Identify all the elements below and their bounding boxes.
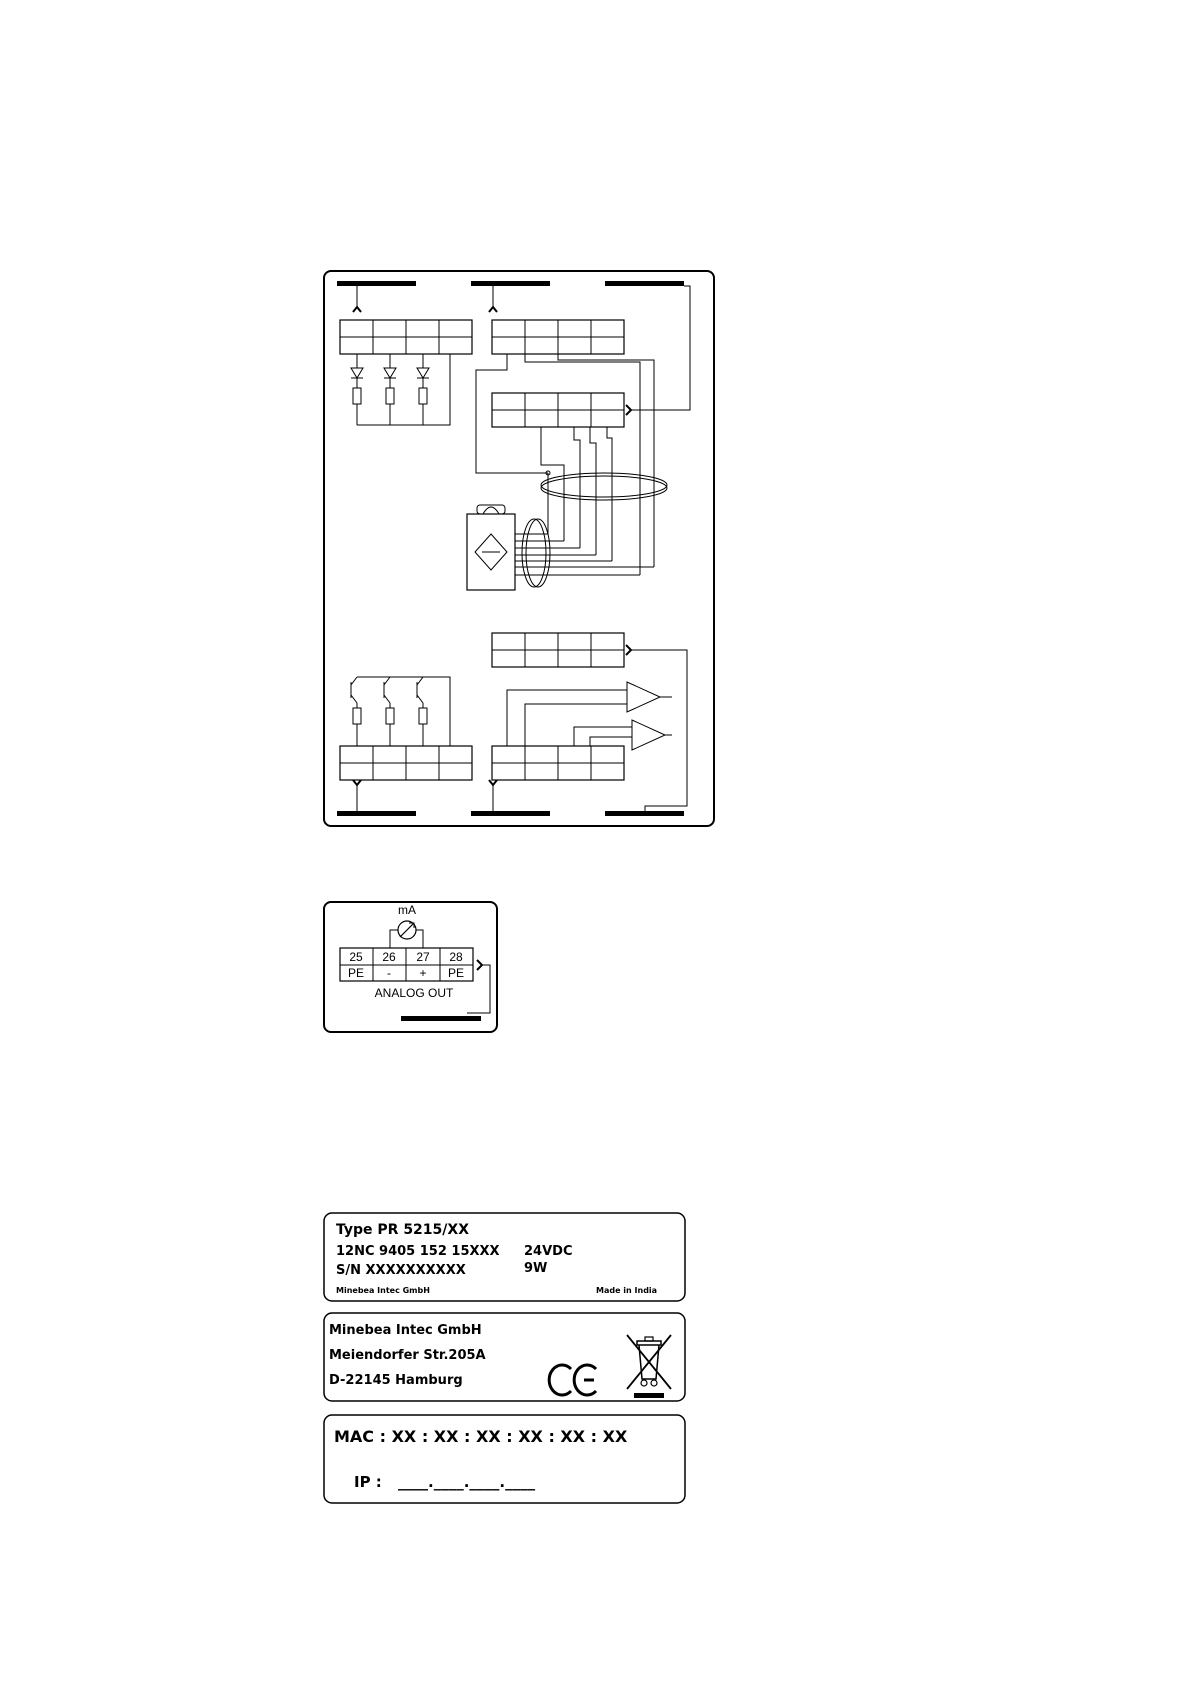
connector-caret <box>626 645 631 655</box>
terminal-signal: - <box>387 966 391 980</box>
power-rating: 9W <box>524 1261 548 1276</box>
terminal-block-load-cell <box>492 393 624 427</box>
terminal-block-digital-in <box>340 320 472 354</box>
analog-out-caption: ANALOG OUT <box>374 986 454 1000</box>
street-address: Meiendorfer Str.205A <box>329 1348 486 1363</box>
terminal-number: 25 <box>349 950 363 964</box>
address-plate <box>324 1313 685 1401</box>
type-plate <box>324 1213 685 1301</box>
connector-caret <box>353 780 361 785</box>
city-address: D-22145 Hamburg <box>329 1373 463 1388</box>
cable-bar <box>471 281 550 286</box>
terminal-block-analog <box>492 633 624 667</box>
connector-caret <box>626 405 631 415</box>
cable-bar <box>337 281 416 286</box>
cable-bar <box>337 811 416 816</box>
load-cell-wiring <box>467 354 667 590</box>
terminal-number: 26 <box>382 950 396 964</box>
connector-caret <box>489 780 497 785</box>
terminal-block-aux <box>492 320 624 354</box>
connection-diagram <box>324 271 714 826</box>
digital-input-circuit <box>351 354 450 425</box>
cable-bar <box>605 281 684 286</box>
connector-caret <box>489 307 497 312</box>
terminal-signal: PE <box>447 966 465 980</box>
analog-out-diagram <box>324 902 497 1032</box>
terminal-block-digital-out <box>340 746 472 780</box>
terminal-signal: + <box>419 966 427 980</box>
serial-number: S/N XXXXXXXXXX <box>336 1263 466 1278</box>
connector-caret <box>353 307 361 312</box>
crossed-out-wheelie-bin-icon <box>627 1335 671 1398</box>
terminal-signal: PE <box>347 966 365 980</box>
cable-bar <box>471 811 550 816</box>
network-plate <box>324 1415 685 1503</box>
ip-label: IP : <box>354 1473 382 1491</box>
country-of-origin: Made in India <box>596 1286 658 1295</box>
voltage-rating: 24VDC <box>524 1244 573 1259</box>
nc-number: 12NC 9405 152 15XXX <box>336 1244 500 1259</box>
company-name: Minebea Intec GmbH <box>329 1323 482 1338</box>
connector-caret <box>477 960 482 970</box>
ce-mark-icon <box>549 1365 596 1395</box>
cable-bar <box>401 1016 481 1021</box>
ip-address-field: ____.____.____.____ <box>398 1473 536 1491</box>
terminal-number: 27 <box>416 950 430 964</box>
digital-output-circuit <box>351 677 450 746</box>
terminal-number: 28 <box>449 950 463 964</box>
terminal-block-serial <box>492 746 624 780</box>
manufacturer-name: Minebea Intec GmbH <box>336 1286 430 1295</box>
mac-address: MAC : XX : XX : XX : XX : XX : XX <box>334 1427 628 1446</box>
analog-amplifier-circuit <box>507 682 672 750</box>
meter-unit-label: mA <box>398 903 416 917</box>
type-line: Type PR 5215/XX <box>336 1222 469 1238</box>
